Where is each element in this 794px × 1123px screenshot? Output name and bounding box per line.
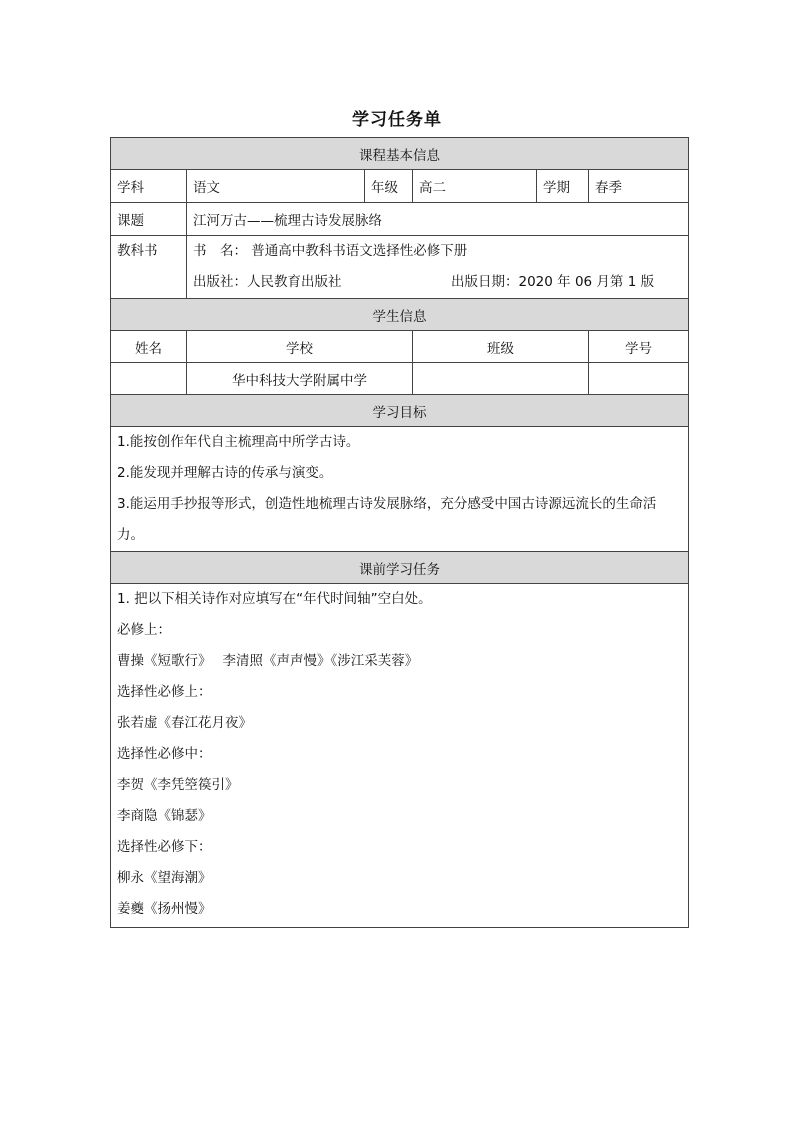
tasks-header: 课前学习任务 — [111, 552, 689, 584]
task-line: 姜夔《扬州慢》 — [117, 901, 212, 917]
page-title: 学习任务单 — [352, 110, 442, 130]
task-line: 李商隐《锦瑟》 — [117, 808, 212, 824]
grade-value: 高二 — [413, 170, 537, 203]
task-line: 曹操《短歌行》 李清照《声声慢》《涉江采芙蓉》 — [117, 653, 419, 669]
task-table — [110, 137, 689, 928]
task-line: 李贺《李凭箜篌引》 — [117, 777, 239, 793]
school-value: 华中科技大学附属中学 — [187, 363, 413, 395]
grade-label: 年级 — [365, 170, 413, 203]
textbook-label: 教科书 — [111, 236, 187, 299]
subject-row — [111, 170, 689, 203]
id-column-header: 学号 — [589, 331, 689, 363]
tasks-header-row — [111, 552, 689, 584]
school-column-header: 学校 — [187, 331, 413, 363]
class-column-header: 班级 — [413, 331, 589, 363]
term-label: 学期 — [537, 170, 589, 203]
subject-label: 学科 — [111, 170, 187, 203]
student-info-header: 学生信息 — [111, 299, 689, 331]
student-values-row — [111, 363, 689, 395]
tasks-content — [111, 584, 689, 928]
task-line: 柳永《望海潮》 — [117, 870, 212, 886]
goal-item: 2.能发现并理解古诗的传承与演变。 — [117, 465, 333, 481]
publish-date: 出版日期：2020 年 06 月第 1 版 — [451, 274, 655, 290]
term-value: 春季 — [589, 170, 689, 203]
task-instruction: 1. 把以下相关诗作对应填写在“年代时间轴”空白处。 — [117, 591, 432, 607]
task-line: 张若虚《春江花月夜》 — [117, 715, 252, 731]
task-line: 选择性必修下： — [117, 839, 212, 855]
goals-header: 学习目标 — [111, 395, 689, 427]
topic-row — [111, 203, 689, 236]
task-line: 选择性必修上： — [117, 684, 212, 700]
student-columns-row — [111, 331, 689, 363]
task-line: 选择性必修中： — [117, 746, 212, 762]
subject-value: 语文 — [187, 170, 365, 203]
goal-item: 3.能运用手抄报等形式，创造性地梳理古诗发展脉络，充分感受中国古诗源远流长的生命活 — [117, 496, 657, 512]
textbook-info — [187, 236, 689, 299]
goals-row — [111, 427, 689, 552]
tasks-row — [111, 584, 689, 928]
goals-content — [111, 427, 689, 552]
goals-header-row — [111, 395, 689, 427]
student-id-field[interactable] — [589, 363, 689, 395]
student-info-header-row — [111, 299, 689, 331]
textbook-row — [111, 236, 689, 299]
topic-value: 江河万古——梳理古诗发展脉络 — [187, 203, 689, 236]
topic-label: 课题 — [111, 203, 187, 236]
name-column-header: 姓名 — [111, 331, 187, 363]
class-field[interactable] — [413, 363, 589, 395]
publisher: 出版社：人民教育出版社 — [193, 274, 342, 290]
task-line: 必修上： — [117, 622, 171, 638]
course-info-header: 课程基本信息 — [111, 138, 689, 170]
goal-item: 1.能按创作年代自主梳理高中所学古诗。 — [117, 434, 360, 450]
goal-item-continued: 力。 — [117, 527, 144, 543]
book-name: 书 名： 普通高中教科书语文选择性必修下册 — [193, 243, 468, 259]
course-info-header-row — [111, 138, 689, 170]
name-field[interactable] — [111, 363, 187, 395]
